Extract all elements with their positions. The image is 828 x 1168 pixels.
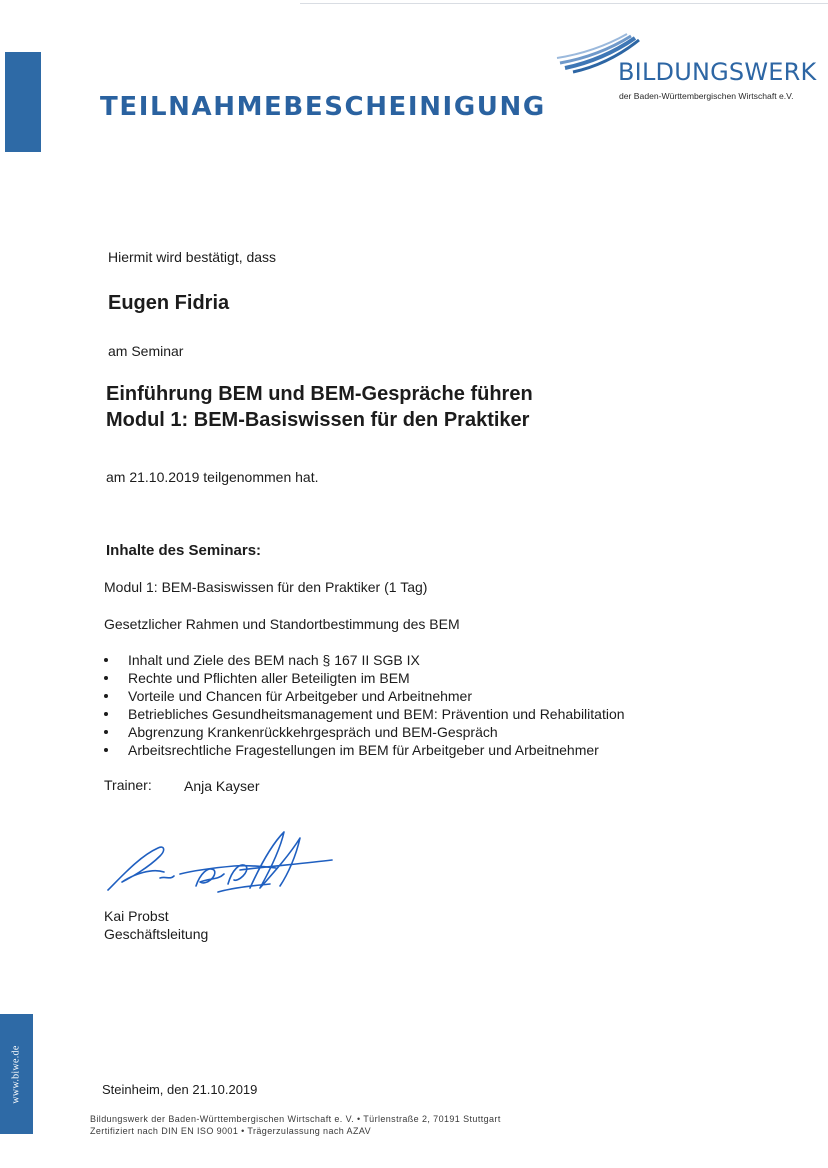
- list-item: [104, 741, 625, 759]
- brand-bar-top: [5, 52, 41, 152]
- list-item: [104, 723, 625, 741]
- top-divider: [300, 3, 828, 4]
- participant-name: Eugen Fidria: [108, 292, 230, 314]
- document-title: TEILNAHMEBESCHEINIGUNG: [100, 92, 546, 122]
- logo-subtitle: der Baden-Württembergischen Wirtschaft e.V.: [619, 91, 794, 101]
- side-website-label: www.biwe.de: [10, 1044, 22, 1104]
- footer-certification: Zertifiziert nach DIN EN ISO 9001 • Trägerzulassung nach AZAV: [90, 1126, 371, 1136]
- list-item-text: Rechte und Pflichten aller Beteiligten im BEM: [128, 670, 410, 686]
- list-item: [104, 651, 625, 669]
- module-line: Modul 1: BEM-Basiswissen für den Praktiker (1 Tag): [104, 579, 428, 595]
- footer-address: Bildungswerk der Baden-Württembergischen Wirtschaft e. V. • Türlenstraße 2, 70191 Stuttgart: [90, 1114, 501, 1124]
- seminar-title: [106, 381, 533, 433]
- logo-wordmark: BILDUNGSWERK: [618, 58, 817, 86]
- seminar-prefix: am Seminar: [108, 343, 184, 359]
- list-item-text: Abgrenzung Krankenrückkehrgespräch und BEM-Gespräch: [128, 724, 498, 740]
- signature-icon: [100, 826, 340, 906]
- list-item-text: Vorteile und Chancen für Arbeitgeber und Arbeitnehmer: [128, 688, 473, 704]
- list-item: [104, 687, 625, 705]
- list-item-text: Inhalt und Ziele des BEM nach § 167 II SGB IX: [128, 652, 420, 668]
- list-item: [104, 705, 625, 723]
- attendance-date-statement: am 21.10.2019 teilgenommen hat.: [106, 469, 319, 485]
- place-and-date: Steinheim, den 21.10.2019: [102, 1082, 258, 1097]
- bullet-icon: [104, 748, 108, 752]
- framework-line: Gesetzlicher Rahmen und Standortbestimmung des BEM: [104, 616, 460, 632]
- seminar-title-line-2: Modul 1: BEM-Basiswissen für den Praktiker: [106, 409, 530, 431]
- list-item-text: Betriebliches Gesundheitsmanagement und BEM: Prävention und Rehabilitation: [128, 706, 625, 722]
- bullet-icon: [104, 676, 108, 680]
- trainer-label: Trainer:: [104, 777, 152, 793]
- seminar-title-line-1: Einführung BEM und BEM-Gespräche führen: [106, 383, 533, 405]
- bullet-icon: [104, 730, 108, 734]
- list-item-text: Arbeitsrechtliche Fragestellungen im BEM für Arbeitgeber und Arbeitnehmer: [128, 742, 599, 758]
- bullet-icon: [104, 658, 108, 662]
- signatory-role: Geschäftsleitung: [104, 926, 209, 942]
- contents-heading: Inhalte des Seminars:: [106, 542, 262, 559]
- trainer-name: Anja Kayser: [184, 778, 260, 794]
- confirmation-intro: Hiermit wird bestätigt, dass: [108, 249, 277, 265]
- signatory-name: Kai Probst: [104, 908, 169, 924]
- bullet-icon: [104, 694, 108, 698]
- bullet-icon: [104, 712, 108, 716]
- list-item: [104, 669, 625, 687]
- contents-list: [104, 651, 625, 759]
